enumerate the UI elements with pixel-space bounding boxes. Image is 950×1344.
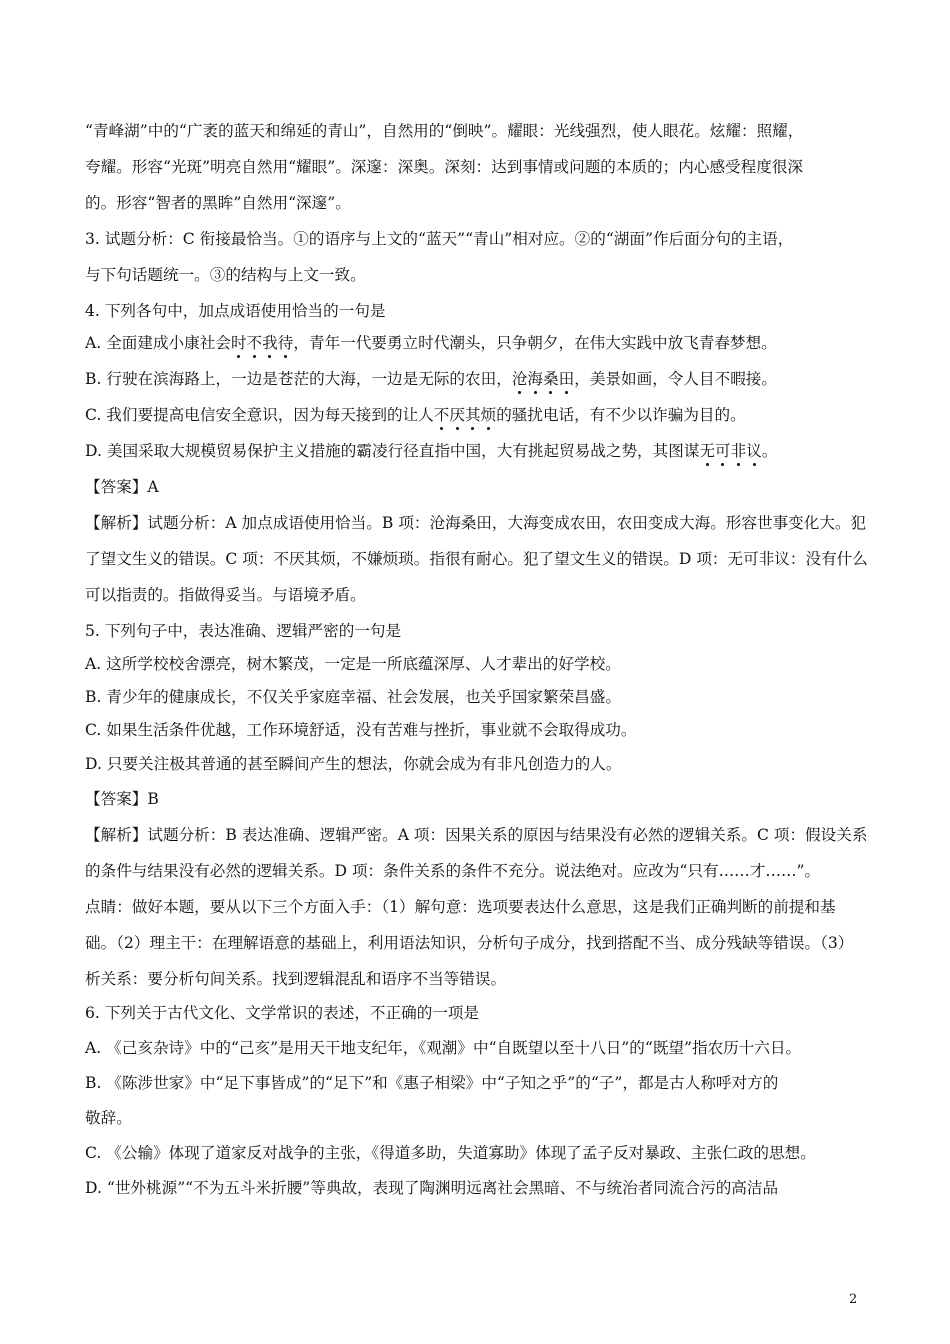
text-line: 3. 试题分析：C 衔接最恰当。①的语序与上文的“蓝天”“青山”相对应。②的“湖面”作后面分句的主语， <box>85 230 794 248</box>
dotted-char: 非 <box>730 442 747 460</box>
dotted-char: 厌 <box>449 406 465 424</box>
option-text: 。 <box>761 442 778 460</box>
q5-option-b: B. 青少年的健康成长，不仅关乎家庭幸福、社会发展，也关乎国家繁荣昌盛。 <box>85 688 621 706</box>
text-line: 与下句话题统一。③的结构与上文一致。 <box>85 266 366 284</box>
dotted-char: 时 <box>230 334 247 352</box>
question-6: 6. 下列关于古代文化、文学常识的表述，不正确的一项是 <box>85 1004 480 1022</box>
dotted-char: 我 <box>262 334 278 352</box>
q4-option-c <box>85 405 746 425</box>
question-5: 5. 下列句子中，表达准确、逻辑严密的一句是 <box>85 622 402 640</box>
option-text: A. 全面建成小康社会 <box>85 334 231 352</box>
dotted-char: 待 <box>277 334 294 352</box>
option-text: C. 我们要提高电信安全意识，因为每天接到的让人 <box>85 406 434 424</box>
analysis-line: 础。（2）理主干：在理解语意的基础上，利用语法知识，分析句子成分，找到搭配不当、成分残缺等错误。（3） <box>85 934 854 952</box>
dotted-char: 烦 <box>480 406 497 424</box>
q5-option-c: C. 如果生活条件优越，工作环境舒适，没有苦难与挫折，事业就不会取得成功。 <box>85 721 637 739</box>
option-text: ，美景如画，令人目不暇接。 <box>574 370 777 388</box>
q6-option-d: D. “世外桃源”“不为五斗米折腰”等典故，表现了陶渊明远离社会黑暗、不与统治者同流合污的高洁品 <box>85 1179 779 1197</box>
dotted-char: 海 <box>527 370 544 388</box>
option-text: D. 美国采取大规模贸易保护主义措施的霸凌行径直指中国，大有挑起贸易战之势，其图谋 <box>85 442 700 460</box>
analysis-line: 【解析】试题分析：A 加点成语使用恰当。B 项：沧海桑田，大海变成农田，农田变成大海。形容世事变化大。犯 <box>85 514 867 532</box>
answer-label: 【答案】A <box>85 478 159 496</box>
q4-option-a <box>85 333 777 353</box>
dotted-char: 无 <box>699 442 716 460</box>
analysis-line: 点睛：做好本题，要从以下三个方面入手：（1）解句意：选项要表达什么意思，这是我们正确判断的前提和基 <box>85 898 836 916</box>
dotted-char: 议 <box>746 442 762 460</box>
q6-option-b-cont: 敬辞。 <box>85 1109 132 1127</box>
question-4: 4. 下列各句中，加点成语使用恰当的一句是 <box>85 302 386 320</box>
analysis-line: 可以指责的。指做得妥当。与语境矛盾。 <box>85 586 366 604</box>
dotted-char: 其 <box>464 406 481 424</box>
q4-option-d <box>85 441 777 461</box>
q6-option-b: B. 《陈涉世家》中“足下事皆成”的“足下”和《惠子相梁》中“子知之乎”的“子”，都是古人称呼对方的 <box>85 1074 779 1092</box>
text-line: 的。形容“智者的黑眸”自然用“深邃”。 <box>85 194 351 212</box>
q6-option-c: C. 《公输》体现了道家反对战争的主张，《得道多助，失道寡助》体现了孟子反对暴政、主张仁政的思想。 <box>85 1144 816 1162</box>
answer-label: 【答案】B <box>85 790 159 808</box>
option-text: 的骚扰电话，有不少以诈骗为目的。 <box>496 406 746 424</box>
dotted-char: 桑 <box>543 370 559 388</box>
analysis-line: 了望文生义的错误。C 项：不厌其烦，不嫌烦琐。指很有耐心。犯了望文生义的错误。D 项：无可非议：没有什么 <box>85 550 868 568</box>
dotted-char: 沧 <box>511 370 528 388</box>
dotted-char: 田 <box>558 370 575 388</box>
analysis-line: 的条件与结果没有必然的逻辑关系。D 项：条件关系的条件不充分。说法绝对。应改为“只有……才……”。 <box>85 862 821 880</box>
analysis-line: 析关系：要分析句间关系。找到逻辑混乱和语序不当等错误。 <box>85 970 507 988</box>
option-text: B. 行驶在滨海路上，一边是苍茫的大海，一边是无际的农田， <box>85 370 512 388</box>
page-number: 2 <box>849 1292 858 1307</box>
q4-option-b <box>85 369 777 389</box>
q5-option-a: A. 这所学校校舍漂亮，树木繁茂，一定是一所底蕴深厚、人才辈出的好学校。 <box>85 655 621 673</box>
option-text: ，青年一代要勇立时代潮头，只争朝夕，在伟大实践中放飞青春梦想。 <box>293 334 777 352</box>
dotted-char: 不 <box>246 334 263 352</box>
analysis-line: 【解析】试题分析：B 表达准确、逻辑严密。A 项：因果关系的原因与结果没有必然的逻辑关系。C 项：假设关系 <box>85 826 868 844</box>
text-line: “青峰湖”中的“广袤的蓝天和绵延的青山”，自然用的“倒映”。耀眼：光线强烈，使人眼花。炫耀：照耀， <box>85 122 804 140</box>
dotted-char: 不 <box>433 406 450 424</box>
text-line: 夸耀。形容“光斑”明亮自然用“耀眼”。深邃：深奥。深刻：达到事情或问题的本质的；内心感受程度很深 <box>85 158 804 176</box>
q6-option-a: A. 《己亥杂诗》中的“己亥”是用天干地支纪年，《观潮》中“自既望以至十八日”的“既望”指农历十六日。 <box>85 1039 802 1057</box>
q5-option-d: D. 只要关注极其普通的甚至瞬间产生的想法，你就会成为有非凡创造力的人。 <box>85 755 622 773</box>
dotted-char: 可 <box>715 442 731 460</box>
